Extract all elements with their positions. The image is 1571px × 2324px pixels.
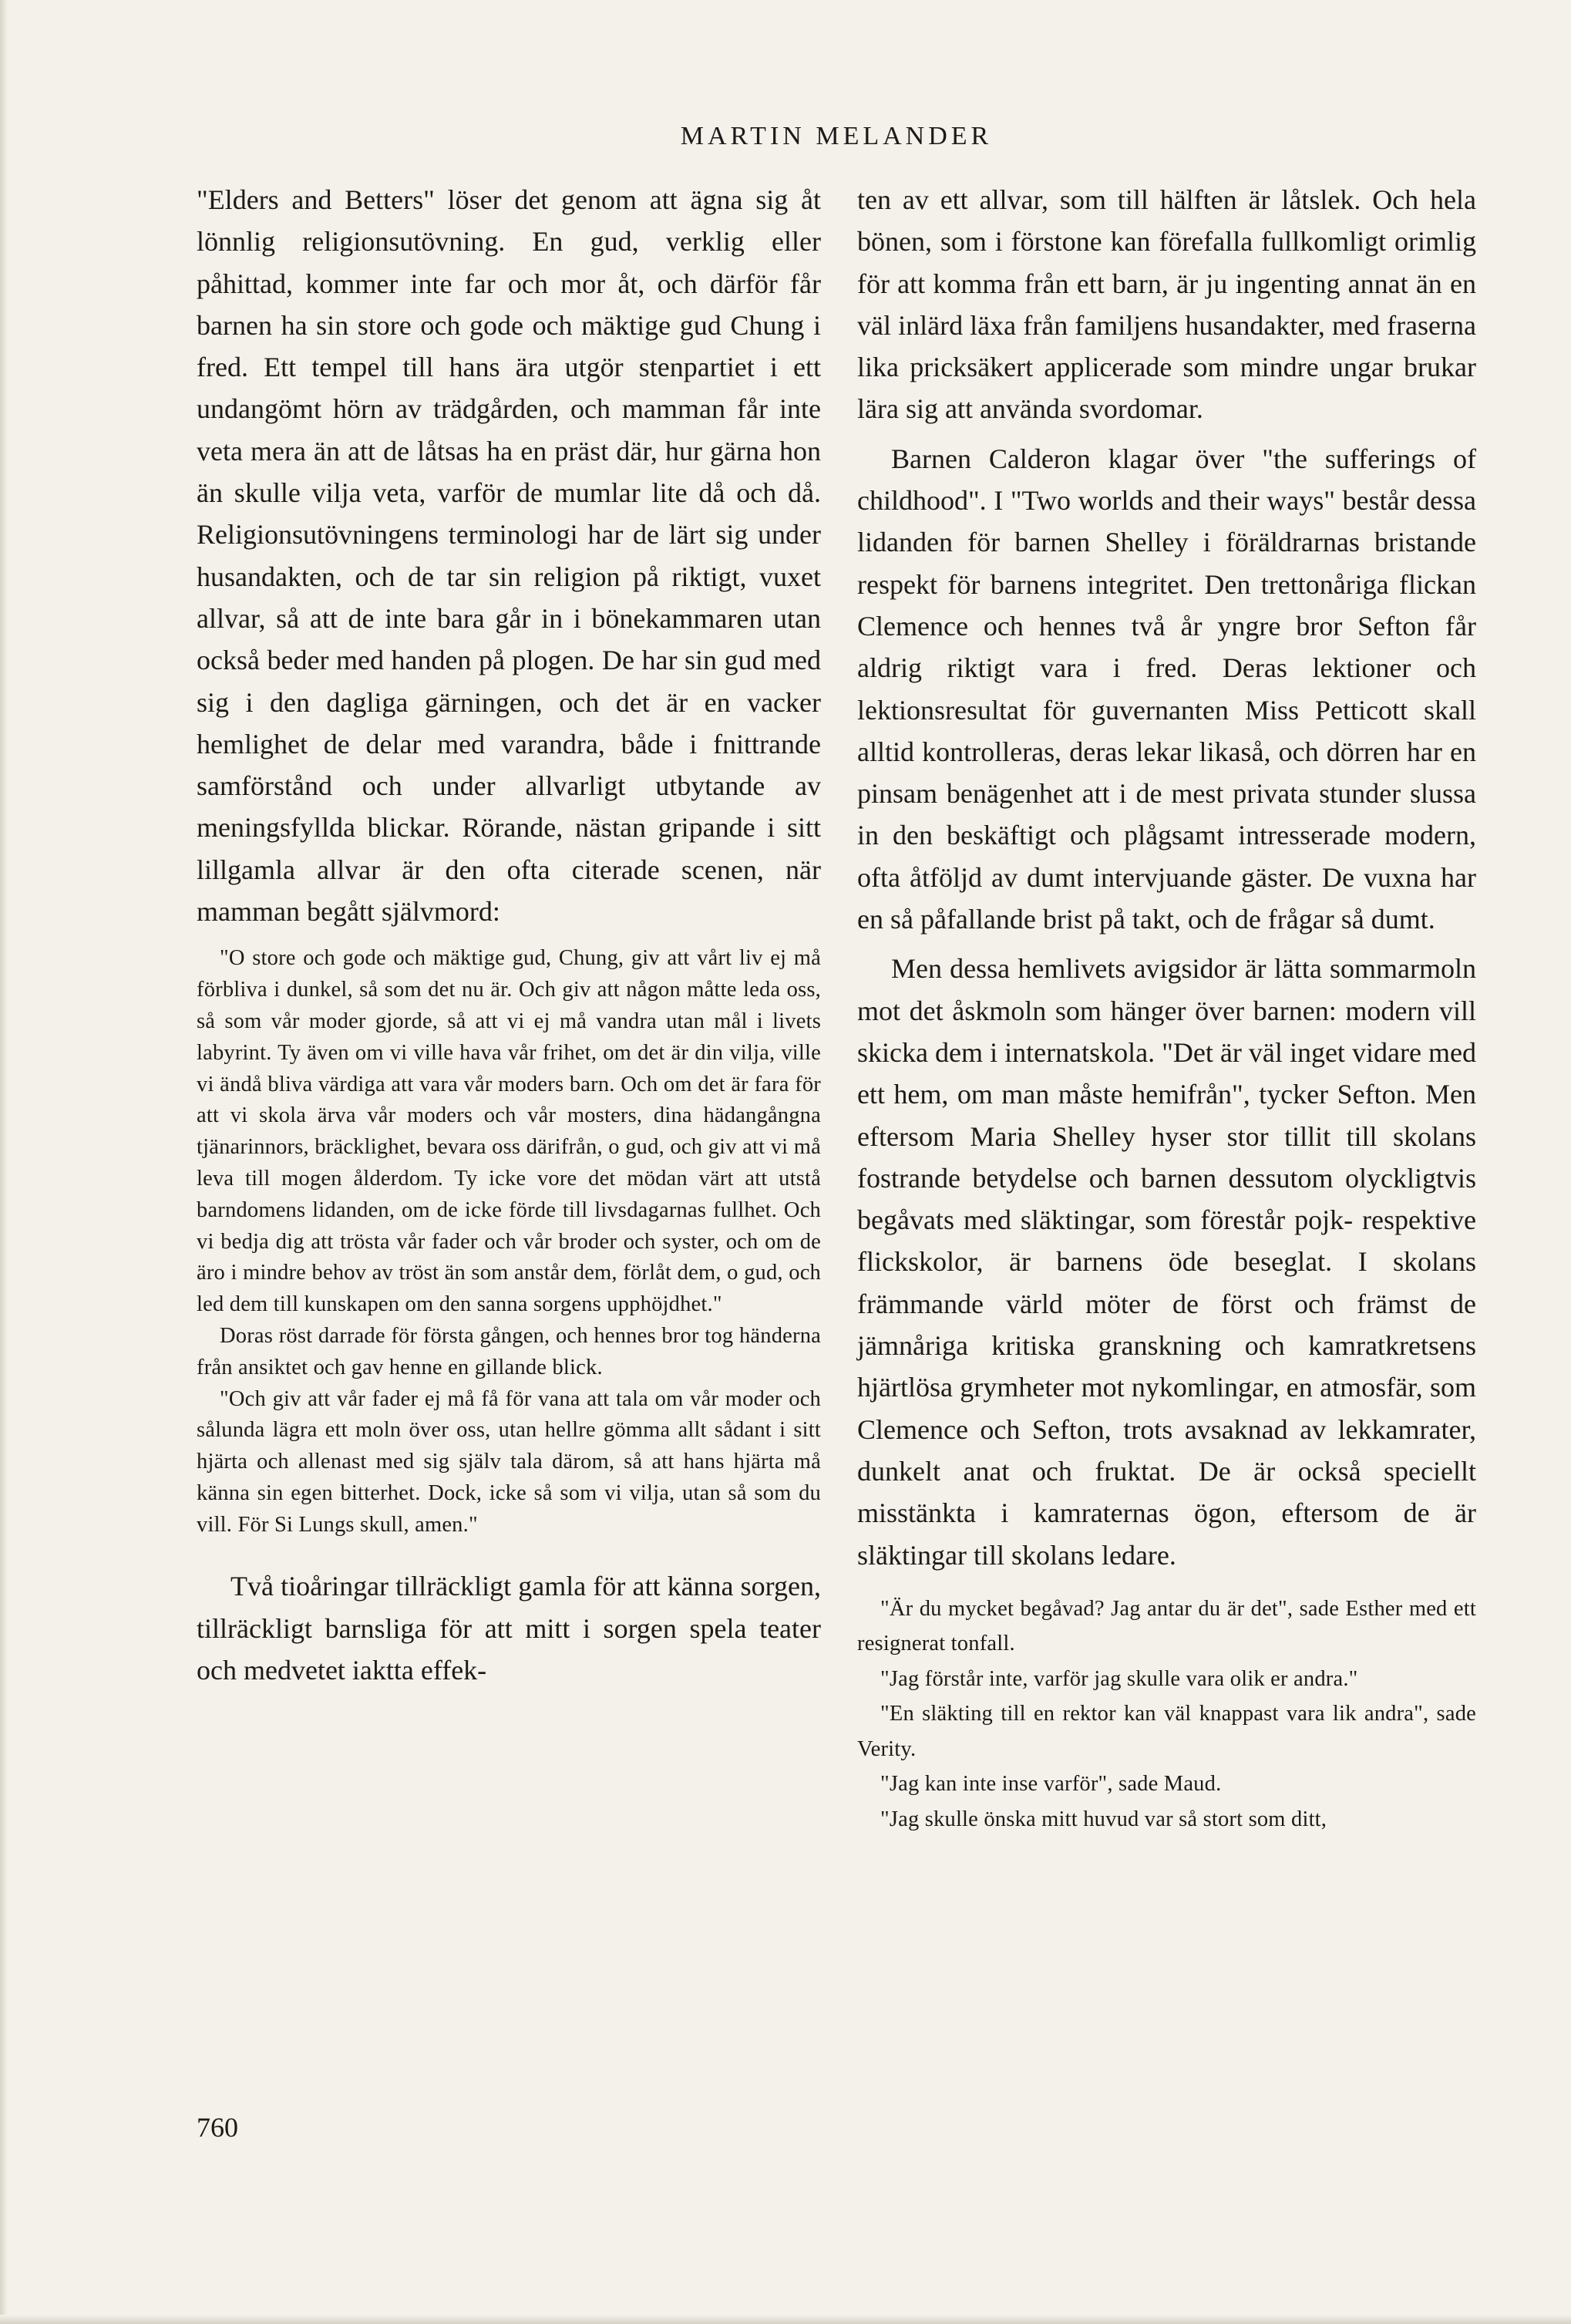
dialogue-line: "Är du mycket begåvad? Jag antar du är det", sade Esther med ett resignerat tonfall. bbox=[857, 1596, 1476, 1656]
dialogue-line: "Jag kan inte inse varför", sade Maud. bbox=[880, 1772, 1222, 1797]
quotation-paragraph: "O store och gode och mäktige gud, Chung, giv att vårt liv ej må förbliva i dunkel, så som det nu är. Och giv att någon måtte leda oss, så som vår moder gjorde, så att vi ej må vandra utan mål i livets labyrint. Ty även om vi ville hava vår frihet, om det är din vilja, ville vi ändå bliva värdiga att vara vår moders barn. Och om det är fara för att vi skola ärva vår moders och vår mosters, dina hädangångna tjänarinnors, bräcklighet, bevara oss därifrån, o gud, och giv att vi må leva till mogen ålderdom. Ty icke vore det mödan värt att utstå barndomens lidanden, om de icke förde till livsdagarnas fullhet. Och vi bedja dig att trösta vår fader och vår broder och syster, och om de äro i mindre behov av tröst än som anstår dem, förlåt dem, o gud, och led dem till kunskapen om den sanna sorgens upphöjdhet." bbox=[197, 946, 821, 1317]
body-paragraph: ten av ett allvar, som till hälften är låtslek. Och hela bönen, som i förstone kan förefalla fullkomligt orimlig för att komma från ett barn, är ju ingenting annat än en väl inlärd läxa från familjens husandakter, med fraserna lika pricksäkert applicerade som mindre ungar brukar lära sig att använda svordomar. bbox=[857, 184, 1476, 425]
body-paragraph: Barnen Calderon klagar över "the sufferings of childhood". I "Two worlds and their ways" består dessa lidanden för barnen Shelley i föräldrarnas bristande respekt för barnens integritet. Den trettonåriga flickan Clemence och hennes två år yngre bror Sefton får aldrig riktigt vara i fred. Deras lektioner och lektionsresultat för guvernanten Miss Petticott skall alltid kontrolleras, deras lekar likaså, och dörren har en pinsam benägenhet att i de mest privata stunder slussa in den beskäftigt och plågsamt intresserade modern, ofta åtföljd av dumt intervjuande gäster. De vuxna har en så påfallande brist på takt, och de frågar så dumt. bbox=[857, 443, 1476, 935]
body-paragraph: Två tioåringar tillräckligt gamla för att känna sorgen, tillräckligt barnsliga för att mitt i sorgen spela teater och medvetet iaktta effek- bbox=[197, 1571, 821, 1686]
body-paragraph: "Elders and Betters" löser det genom att ägna sig åt lönnlig religionsutövning. En gud, verklig eller påhittad, kommer inte far och mor åt, och därför får barnen ha sin store och gode och mäktige gud Chung i fred. Ett tempel till hans ära utgör stenpartiet i ett undangömt hörn av trädgården, och mamman får inte veta mera än att de låtsas ha en präst där, hur gärna hon än skulle vilja veta, varför de mumlar lite då och då. Religionsutövningens terminologi har de lärt sig under husandakten, och de tar sin religion på riktigt, vuxet allvar, så att de inte bara går in i bönekammaren utan också beder med handen på plogen. De har sin gud med sig i den dagliga gärningen, och det är en vacker hemlighet de delar med varandra, både i fnittrande samförstånd och under allvarligt utbytande av meningsfyllda blickar. Rörande, nästan gripande i sitt lillgamla allvar är den ofta citerade scenen, när mamman begått självmord: bbox=[197, 184, 821, 928]
body-paragraph: Men dessa hemlivets avigsidor är lätta sommarmoln mot det åskmoln som hänger över barnen: modern vill skicka dem i internatskola. "Det är väl inget vidare med ett hem, om man måste hemifrån", tycker Sefton. Men eftersom Maria Shelley hyser stor tillit till skolans fostrande betydelse och barnen dessutom olyckligtvis begåvats med släktingar, som förestår pojk- respektive flickskolor, är barnens öde beseglat. I skolans främmande värld möter de först och främst de jämnåriga kritiska granskning och kamratkretsens hjärtlösa grymheter mot nykomlingar, en atmosfär, som Clemence och Sefton, trots avsaknad av lekkamrater, dunkelt anat och fruktat. De är också speciellt misstänkta i kamraternas ögon, eftersom de är släktingar till skolans ledare. bbox=[857, 953, 1476, 1571]
bottom-edge-shadow bbox=[0, 2315, 1571, 2324]
quotation-paragraph: "Och giv att vår fader ej må få för vana att tala om vår moder och sålunda lägra ett moln över oss, utan hellre gömma allt sådant i sitt hjärta och allenast med sig själv tala därom, så att hans hjärta må känna sin egen bitterhet. Dock, icke så som vi vilja, utan så som du vill. För Si Lungs skull, amen." bbox=[197, 1386, 821, 1537]
right-column bbox=[857, 179, 1476, 1837]
quotation-paragraph: Doras röst darrade för första gången, och hennes bror tog händerna från ansiktet och gav henne en gillande blick. bbox=[197, 1323, 821, 1379]
page-number: 760 bbox=[197, 2112, 238, 2143]
dialogue-block bbox=[857, 1591, 1476, 1837]
block-quotation bbox=[197, 943, 821, 1541]
running-head: MARTIN MELANDER bbox=[680, 122, 993, 150]
dialogue-line: "En släkting till en rektor kan väl knappast vara lik andra", sade Verity. bbox=[857, 1702, 1476, 1761]
dialogue-line: "Jag förstår inte, varför jag skulle vara olik er andra." bbox=[880, 1666, 1358, 1691]
page-edge-shadow bbox=[0, 0, 8, 2324]
left-column bbox=[197, 179, 821, 1691]
dialogue-line: "Jag skulle önska mitt huvud var så stort som ditt, bbox=[880, 1807, 1327, 1831]
